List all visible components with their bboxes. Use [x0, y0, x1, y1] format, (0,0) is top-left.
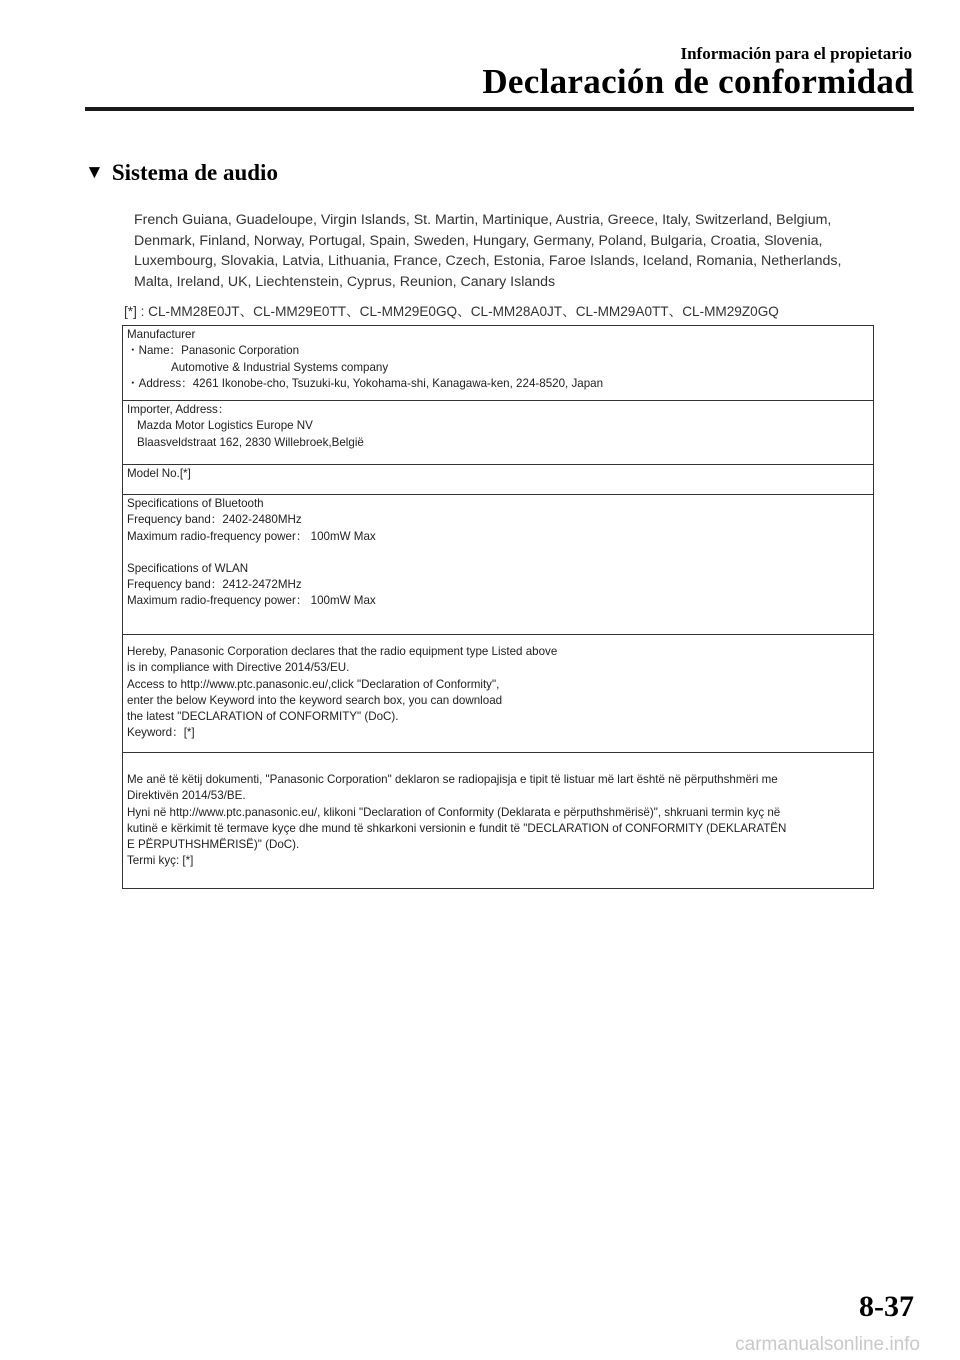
page-title: Declaración de conformidad — [482, 62, 914, 101]
declaration-line: Direktivën 2014/53/BE. — [127, 789, 246, 803]
bluetooth-power: Maximum radio-frequency power： 100mW Max — [127, 529, 376, 543]
wlan-power: Maximum radio-frequency power： 100mW Max — [127, 594, 376, 608]
section-title: Sistema de audio — [111, 160, 278, 185]
bluetooth-frequency: Frequency band：2402-2480MHz — [127, 513, 302, 527]
importer-heading: Importer, Address： — [127, 403, 230, 416]
specifications-box — [122, 494, 874, 634]
declaration-line: E PËRPUTHSHMËRISË)" (DoC). — [127, 838, 300, 852]
importer-box — [122, 400, 874, 464]
header-divider — [85, 107, 914, 111]
manufacturer-heading: Manufacturer — [127, 328, 196, 341]
section-heading — [85, 160, 278, 186]
triangle-down-icon: ▼ — [85, 162, 104, 183]
manufacturer-name: ・Name：Panasonic Corporation — [127, 344, 300, 358]
declaration-line: enter the below Keyword into the keyword search box, you can download — [127, 693, 503, 707]
importer-address: Blaasveldstraat 162, 2830 Willebroek,België — [137, 435, 364, 449]
country-line: French Guiana, Guadeloupe, Virgin Islands, St. Martin, Martinique, Austria, Greece, Italy, Switzerland, Belgium, — [134, 212, 832, 228]
bluetooth-heading: Specifications of Bluetooth — [127, 497, 264, 510]
country-line: Denmark, Finland, Norway, Portugal, Spain, Sweden, Hungary, Germany, Poland, Bulgaria, Croatia, Slovenia, — [134, 232, 823, 249]
declaration-keyword: Keyword：[*] — [127, 726, 195, 740]
declaration-line: is in compliance with Directive 2014/53/EU. — [127, 661, 350, 675]
importer-name: Mazda Motor Logistics Europe NV — [137, 419, 313, 433]
declaration-line: the latest "DECLARATION of CONFORMITY" (DoC). — [127, 710, 399, 724]
manufacturer-box — [122, 325, 874, 400]
country-line: Malta, Ireland, UK, Liechtenstein, Cyprus, Reunion, Canary Islands — [134, 273, 556, 290]
declaration-line: Me anë të këtij dokumenti, "Panasonic Corporation" deklaron se radiopajisja e tipit të listuar më lart është në përputhshmëri me — [127, 773, 778, 786]
page-number: 8-37 — [859, 1290, 914, 1323]
header-subtitle: Información para el propietario — [680, 44, 912, 63]
english-declaration-box — [122, 634, 874, 752]
albanian-declaration-box — [122, 752, 874, 889]
declaration-line: Access to http://www.ptc.panasonic.eu/,click "Declaration of Conformity", — [127, 677, 500, 691]
manufacturer-company: Automotive & Industrial Systems company — [171, 360, 389, 374]
declaration-line: Hyni në http://www.ptc.panasonic.eu/, klikoni "Declaration of Conformity (Deklarata e përputhshmërisë)", shkruani termin kyç në — [127, 805, 781, 819]
watermark: carmanualsonline.info — [735, 1334, 920, 1355]
country-line: Luxembourg, Slovakia, Latvia, Lithuania, France, Czech, Estonia, Faroe Islands, Iceland, Romania, Netherlands, — [134, 253, 842, 269]
declaration-line: kutinë e kërkimit të termave kyçe dhe mund të shkarkoni versionin e fundit të "DECLARATION of CONFORMITY (DEKLARATËN — [127, 821, 787, 835]
country-list — [134, 210, 842, 292]
model-number-box — [122, 464, 874, 494]
model-number: Model No.[*] — [127, 467, 191, 480]
declaration-keyword: Termi kyç: [*] — [127, 854, 194, 868]
wlan-heading: Specifications of WLAN — [127, 561, 249, 575]
wlan-frequency: Frequency band：2412-2472MHz — [127, 578, 302, 592]
declaration-line: Hereby, Panasonic Corporation declares that the radio equipment type Listed above — [127, 645, 558, 658]
manufacturer-address: ・Address：4261 Ikonobe-cho, Tsuzuki-ku, Yokohama-shi, Kanagawa-ken, 224-8520, Japan — [127, 376, 604, 390]
model-list: [*] : CL-MM28E0JT、CL-MM29E0TT、CL-MM29E0GQ、CL-MM28A0JT、CL-MM29A0TT、CL-MM29Z0GQ — [124, 304, 779, 319]
